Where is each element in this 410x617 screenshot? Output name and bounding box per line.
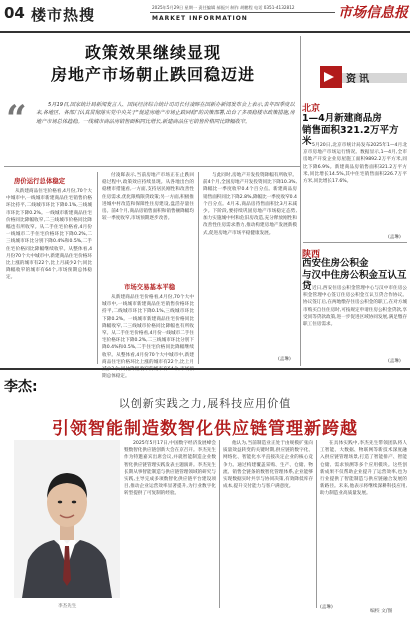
news-1-byline: (孟琳)	[388, 235, 401, 240]
lead-subhead-1: 房价运行总体稳定	[14, 177, 66, 185]
lead-col-2: 付凌晖表示,当前房地产市场正在止跌回稳过程中,政策效应持续显现。从各地出台的稳楼市措施看,一方面,支持居民刚性和改善性住房需求,优化限购限贷政策;另一方面,积极推进城中村改造和保障性住房建设,盘活存量住房。前4个月,商品房销售面积和销售额降幅均较一季度收窄,市场预期逐步改善。	[102, 173, 194, 222]
photo-caption: 李杰先生	[58, 604, 77, 609]
lead-col-1: 从新建商品住宅价格看,4月份,70个大中城市中,一线城市新建商品住宅销售价格环比持平,二线城市环比下降0.1%,三线城市环比下降0.2%。一线城市新建商品住宅价格同比降幅收窄,二三线城市价格同比降幅也有所收窄。从二手住宅价格看,4月份一线城市二手住宅价格环比下降0.2%,二三线城市环比分别下降0.4%和0.5%,二手住宅价格同比降幅继续收窄。从整体看,4月份70个大中城市中,新建商品住宅价格环比上涨的城市有22个,比上月减少2个;同比降幅收窄的城市有64个,市场预期总体稳定。	[6, 189, 92, 281]
interview-byline: (孟琳)	[320, 605, 333, 610]
section-title-en: MARKET INFORMATION	[152, 15, 248, 22]
interview-col-3: 在具体实践中,李杰先生带领团队将人工智能、大数据、物联网等新技术深度融入供应链管理场景,打造了智能排产、智能仓储、需求预测等多个应用模块。这些创新成果不仅帮助企业提升了运营效率,也为行业提供了智能制造与供应链融合发展的新路径。未来,他表示将继续深耕科技应用,助力制造业高质量发展。	[320, 441, 407, 497]
news-1-title-2: 销售面积321.2万平方米	[302, 125, 399, 147]
news-2-title-1: 西安住房公积金	[302, 258, 369, 269]
newspaper-logo: 市场信息报	[338, 5, 408, 21]
lead-summary-rule	[4, 166, 300, 167]
header-rule	[0, 31, 410, 33]
news-2-byline: (孟琳)	[388, 359, 401, 364]
interview-col-1: 2025年5月17日,中国数字经济发展峰会暨数智化供应链创新大会在京召开。李杰先生作为特邀嘉宾出席会议,并就智能制造企业数智化供应链管理实践发表主题演讲。李杰先生长期从事智能制造与供应链管理领域的研究与实践,主导完成多项数智化供应链平台建设项目,推动企业运营效率显著提升,为行业数字化转型提供了可复制的经验。	[124, 441, 216, 497]
column-divider	[97, 172, 98, 364]
column-divider	[219, 440, 220, 608]
page-header	[0, 0, 410, 34]
news-1-body: 5月20日,北京市统计局发布2025年1—4月北京市房地产市场运行情况。数据显示,1—4月,全市房地产开发企业房屋施工面积9892.2万平方米,同比下降6.9%。新建商品房销售面积321.2万平方米,同比增长14.5%,其中住宅销售面积226.7万平方米,同比增长17.6%。	[303, 143, 407, 185]
arrow-icon	[320, 66, 342, 88]
interview-col-2: 他认为,当前制造业正处于由规模扩张向质量效益转变的关键时期,供应链的数字化、网络化、智能化水平直接决定企业的核心竞争力。通过构建覆盖采购、生产、仓储、物流、销售全链条的数智化管理体系,企业能够实现数据实时共享与协同决策,有效降低库存成本,提升交付能力与客户满意度。	[223, 441, 313, 490]
news-divider	[300, 36, 301, 366]
header-meta: 2025年5月29日 星期一 责任编辑 郝振兴 制作 胡鹏程 电话 0351-4132812	[152, 5, 295, 10]
header-meta-rule	[150, 12, 335, 13]
lead-byline: (孟琳)	[278, 357, 291, 362]
quote-mark-icon: “	[6, 98, 27, 140]
lead-col-3: 与此同时,房地产开发投资降幅有所收窄。前4个月,全国房地产开发投资同比下降10.3%,降幅比一季度收窄0.4个百分点。新建商品房销售面积同比下降2.8%,降幅比一季度收窄0.4个百分点。4月末,商品房待售面积比3月末减少。下阶段,要持续巩固房地产市场稳定态势,加力实施城中村和危旧房改造,充分释放刚性和改善性住房需求潜力,推动构建房地产发展新模式,促进房地产市场平稳健康发展。	[203, 173, 297, 236]
page-footer: 编校 文/图	[370, 609, 393, 614]
news-1-title-1: 1—4月新建商品房	[302, 113, 382, 124]
page-number: 04	[4, 4, 25, 22]
news-section-label: 资讯	[346, 74, 372, 85]
section-title: 楼市热搜	[31, 6, 96, 24]
column-divider	[198, 172, 199, 364]
section-rule	[0, 368, 410, 370]
news-2-city: 陕西	[302, 250, 321, 260]
news-2-body: 近日,西安住房公积金管理中心与汉中市住房公积金管理中心签订住房公积金互认互贷合作协议。协议签订后,在两地缴存住房公积金的职工,在对方城市购买自住住房时,可按规定申请住房公积金贷款,享受同等贷款政策,进一步促进区域协同发展,满足缴存职工住房需求。	[303, 286, 407, 328]
news-1-city: 北京	[302, 104, 321, 114]
interview-headline-1: 以创新实践之力,展科技应用价值	[118, 397, 292, 410]
lead-headline-1: 政策效果继续显现	[84, 43, 221, 62]
column-divider	[316, 440, 317, 608]
news-2-title-2: 与汉中住房公积金互认互贷	[302, 270, 407, 292]
portrait-photo	[14, 440, 120, 598]
news-rule	[303, 242, 407, 243]
lead-summary: 5月19日,国家统计局新闻发言人、国民经济综合统计司司长付凌晖在国新办新闻发布会上表示,去年四季度以来,各地区、各部门认真贯彻落实党中央关于"促进房地产市场止跌回稳"的决策部署,出台了多项稳楼市政策措施,房地产市场总体趋稳。一线城市商品房销售面积同比增长,新建商品住宅销售价格同比降幅收窄。	[36, 102, 295, 125]
interview-person: 李杰:	[4, 379, 38, 395]
lead-headline-2: 房地产市场朝止跌回稳迈进	[50, 65, 255, 84]
interview-headline-2: 引领智能制造数智化供应链管理新跨越	[52, 419, 358, 439]
lead-subhead-2: 市场交易基本平稳	[124, 283, 176, 291]
portrait-illustration	[14, 440, 120, 598]
lead-col-2b: 从新建商品住宅价格看,4月份,70个大中城市中,一线城市新建商品住宅销售价格环比持平,二线城市环比下降0.1%,三线城市环比下降0.2%。一线城市新建商品住宅价格同比降幅收窄,二三线城市价格同比降幅也有所收窄。从二手住宅价格看,4月份一线城市二手住宅价格环比下降0.2%,二三线城市环比分别下降0.4%和0.5%,二手住宅价格同比降幅继续收窄。从整体看,4月份70个大中城市中,新建商品住宅价格环比上涨的城市有22个,比上月 期总体稳定。	[102, 295, 194, 380]
